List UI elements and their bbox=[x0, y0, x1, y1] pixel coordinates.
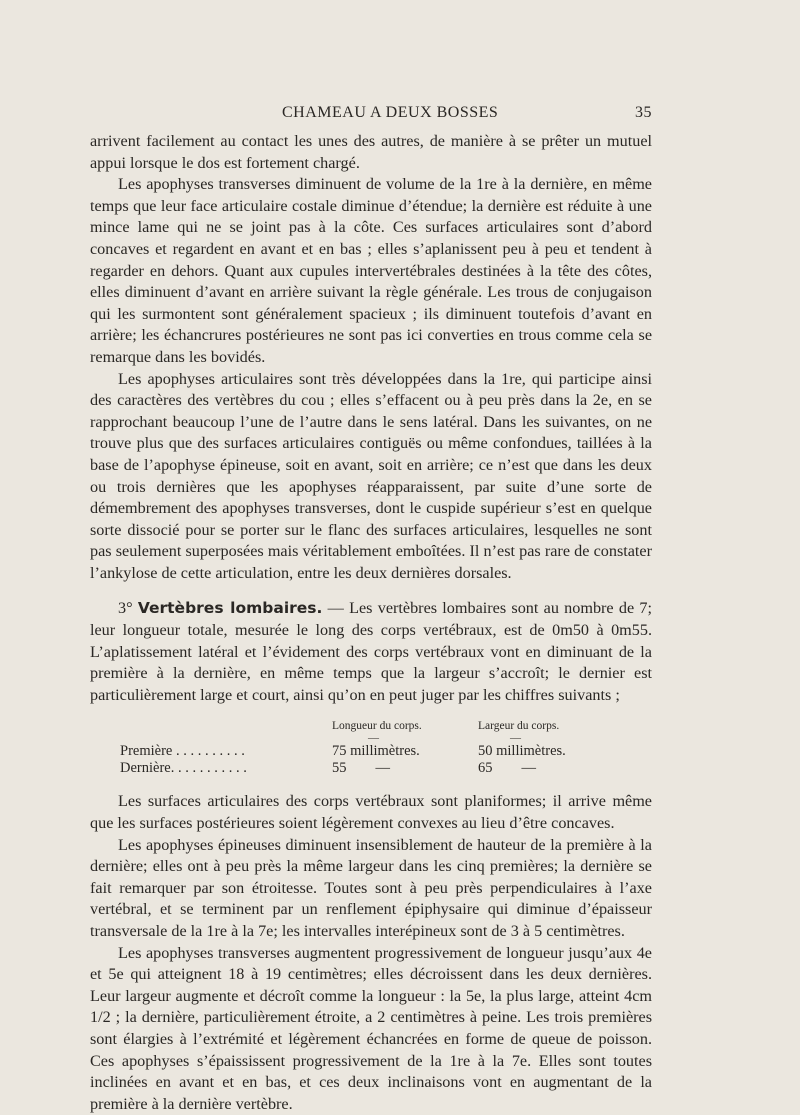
table-row bbox=[90, 743, 652, 760]
row-length: 55 — bbox=[332, 760, 390, 777]
measurement-table bbox=[90, 718, 652, 777]
section-lumbar-vertebrae bbox=[90, 598, 652, 706]
table-header-dashes bbox=[90, 734, 652, 743]
row-label: Dernière. . . . . . . . . . . bbox=[120, 760, 247, 777]
paragraph-articular-processes: Les apophyses articulaires sont très développées dans la 1re, qui participe ainsi des caractères des vertèbres du cou ; elles s’effacent ou à peu près dans la 2e, en se rapprochant beaucoup l’une de l’autre dans le sens latéral. Dans les suivantes, on ne trouve plus que des surfaces articulaires contiguës ou même confondues, taillées à la base de l’apophyse épineuse, soit en avant, soit en arrière; ce n’est que dans les deux ou trois dernières que les apophyses réapparaissent, par suite d’une sorte de démembrement des apophyses transverses, dont le cuspide supérieur s’est en quelque sorte dissocié pour se porter sur le flanc des surfaces articulaires, lesquelles ne sont pas seulement superposées mais véritablement emboîtées. Il n’est pas rare de constater l’ankylose de cette articulation, entre les deux dernières dorsales. bbox=[90, 369, 652, 582]
running-header bbox=[90, 104, 652, 126]
table-row bbox=[90, 760, 652, 777]
section-number: 3° bbox=[118, 599, 133, 618]
row-width: 65 — bbox=[478, 760, 536, 777]
paragraph-transverse-lumbar: Les apophyses transverses augmentent progressivement de longueur jusqu’aux 4e et 5e qui atteignent 18 à 19 centimètres; elles décroissent dans les deux dernières. Leur largeur augmente et décroît comme la longueur : la 5e, la plus large, atteint 4cm 1/2 ; la dernière, particulièrement étroite, a 2 centimètres à peine. Les trois premières sont élargies à l’extrémité et légèrement échancrées en forme de queue de poisson. Ces apophyses s’épaississent progressivement de la 1re à la 7e. Elles sont toutes inclinées en avant et en bas, et ces deux inclinaisons vont en augmentant de la première à la dernière vertèbre. bbox=[90, 943, 652, 1113]
page-number: 35 bbox=[635, 104, 652, 121]
running-title: CHAMEAU A DEUX BOSSES bbox=[282, 104, 499, 121]
paragraph-articular-surfaces: Les surfaces articulaires des corps vertébraux sont planiformes; il arrive même que les surfaces postérieures soient légèrement convexes au lieu d’être concaves. bbox=[90, 792, 652, 833]
column-header-width: Largeur du corps. bbox=[478, 720, 560, 733]
row-label: Première . . . . . . . . . . bbox=[120, 743, 245, 760]
paragraph-spinous-processes: Les apophyses épineuses diminuent insensiblement de hauteur de la première à la dernière; elles ont à peu près la même largeur dans les cinq premières; la dernière se fait remarquer par son étroitesse. Toutes sont à peu près perpendiculaires à l’axe vertébral, et se terminent par un renflement épiphysaire qui diminue d’épaisseur transversale de la 1re à la 7e; les intervalles interépineux sont de 3 à 5 centimètres. bbox=[90, 835, 652, 940]
section-title: Vertèbres lombaires. bbox=[137, 599, 323, 618]
dash-width: — bbox=[510, 732, 521, 745]
body-text bbox=[90, 131, 652, 1115]
row-length: 75 millimètres. bbox=[332, 743, 420, 760]
section-intro-text: — Les vertèbres lombaires sont au nombre de 7; leur longueur totale, mesurée le long des corps vertébraux, est de 0m50 à 0m55. L’aplatissement latéral et l’évidement des corps vertébraux vont en diminuant de la première à la dernière, en même temps que la largeur s’accroît; le dernier est particulièrement large et court, ainsi qu’on en peut juger par les chiffres suivants ; bbox=[90, 599, 653, 704]
row-width: 50 millimètres. bbox=[478, 743, 566, 760]
paragraph-transverse-processes: Les apophyses transverses diminuent de volume de la 1re à la dernière, en même temps que leur face articulaire costale diminue d’étendue; la dernière est réduite à une mince lame qui ne se joint pas à la côte. Ces surfaces articulaires sont d’abord concaves et regardent en avant et en bas ; elles s’aplanissent peu à peu et tendent à regarder en dehors. Quant aux cupules intervertébrales destinées à la tête des côtes, elles diminuent d’avant en arrière suivant la règle générale. Les trous de conjugaison qui les surmontent sont généralement spacieux ; ils diminuent toutefois d’avant en arrière; les échancrures postérieures ne sont pas ici converties en trous comme cela se remarque dans les bovidés. bbox=[90, 175, 652, 366]
column-header-length: Longueur du corps. bbox=[332, 720, 422, 733]
dash-length: — bbox=[368, 732, 379, 745]
paragraph-continued: arrivent facilement au contact les unes des autres, de manière à se prêter un mutuel appui lorsque le dos est fortement chargé. bbox=[90, 132, 652, 172]
